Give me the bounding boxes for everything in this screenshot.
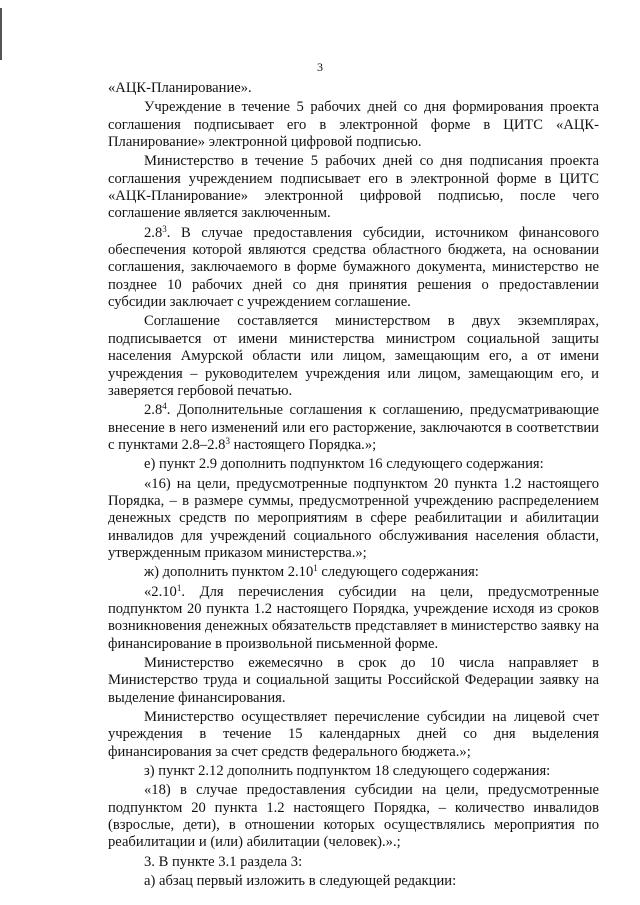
- paragraph-monthly-request: Министерство ежемесячно в срок до 10 числа направляет в Министерство труда и социальной защиты Российской Федерации заявку на выделение финансирования.: [108, 654, 599, 706]
- scan-edge-line: [0, 8, 2, 60]
- paragraph-2-8-3: $2.8^3$. В случае предоставления субсидии, источником финансового обеспечения которой являются средства областного бюджета, на основании соглашения, заключаемого в форме бумажного документа, министерство не позднее 10 рабочих дней со дня принятия решения о предоставлении субсидии заключает с учреждением соглашение.: [108, 223, 599, 311]
- paragraph-item-zh: ж) дополнить пунктом 2.10$^1$ следующего содержания:: [144, 563, 479, 581]
- paragraph-transfer: Министерство осуществляет перечисление субсидии на лицевой счет учреждения в течение 15 календарных дней со дня выделения финансирования за счет средств федерального бюджета.»;: [108, 708, 599, 760]
- document-body: [108, 80, 599, 890]
- paragraph-section-3: 3. В пункте 3.1 раздела 3:: [144, 853, 303, 870]
- paragraph-subitem-16: «16) на цели, предусмотренные подпунктом 20 пункта 1.2 настоящего Порядка, – в размере суммы, предусмотренной учреждению распределением денежных средств по мероприятиям в сфере реабилитации и абилитации инвалидов для учреждений социального обслуживания населения области, утвержденным приказом министерства.»;: [108, 475, 599, 562]
- paragraph-agreement-copies: Соглашение составляется министерством в двух экземплярах, подписывается от имени министерства министром социальной защиты населения Амурской области или лицом, замещающим его, а от имени учреждения – руководителем учреждения или лицом, замещающим его, и заверяется гербовой печатью.: [108, 313, 599, 400]
- paragraph-2-8-4: $2.8^4$. Дополнительные соглашения к соглашению, предусматривающие внесение в него изменений или его расторжение, заключаются в соответствии с пунктами $2.8-2.8^3$ настоящего Порядка.»;: [108, 401, 599, 454]
- paragraph-signing-by-institution: Учреждение в течение 5 рабочих дней со дня формирования проекта соглашения подписывает его в электронной форме в ЦИТС «АЦК-Планирование» электронной цифровой подписью.: [108, 99, 599, 151]
- paragraph-2-10-1: «2.10$^1$. Для перечисления субсидии на цели, предусмотренные подпунктом 20 пункта 1.2 настоящего Порядка, учреждение исходя из сроков возникновения денежных обязательств представляет в министерство заявку на финансирование в произвольной письменной форме.: [108, 582, 599, 652]
- paragraph-item-e: е) пункт 2.9 дополнить подпунктом 16 следующего содержания:: [144, 456, 544, 473]
- paragraph-signing-by-ministry: Министерство в течение 5 рабочих дней со дня подписания проекта соглашения учреждением подписывает его в электронной форме в ЦИТС «АЦК-Планирование» электронной цифровой подписью, после чего соглашение является заключенным.: [108, 153, 599, 222]
- paragraph-item-z: з) пункт 2.12 дополнить подпунктом 18 следующего содержания:: [144, 763, 551, 779]
- paragraph-subitem-18: «18) в случае предоставления субсидии на цели, предусмотренные подпунктом 20 пункта 1.2 настоящего Порядка, – количество инвалидов (взрослые, дети), в отношении которых осуществлялись мероприятия по реабилитации и (или) абилитации (человек).».;: [108, 782, 599, 851]
- paragraph-continuation: «АЦК-Планирование».: [108, 80, 252, 96]
- paragraph-item-a: а) абзац первый изложить в следующей редакции:: [144, 872, 457, 889]
- page-number: 3: [317, 60, 323, 74]
